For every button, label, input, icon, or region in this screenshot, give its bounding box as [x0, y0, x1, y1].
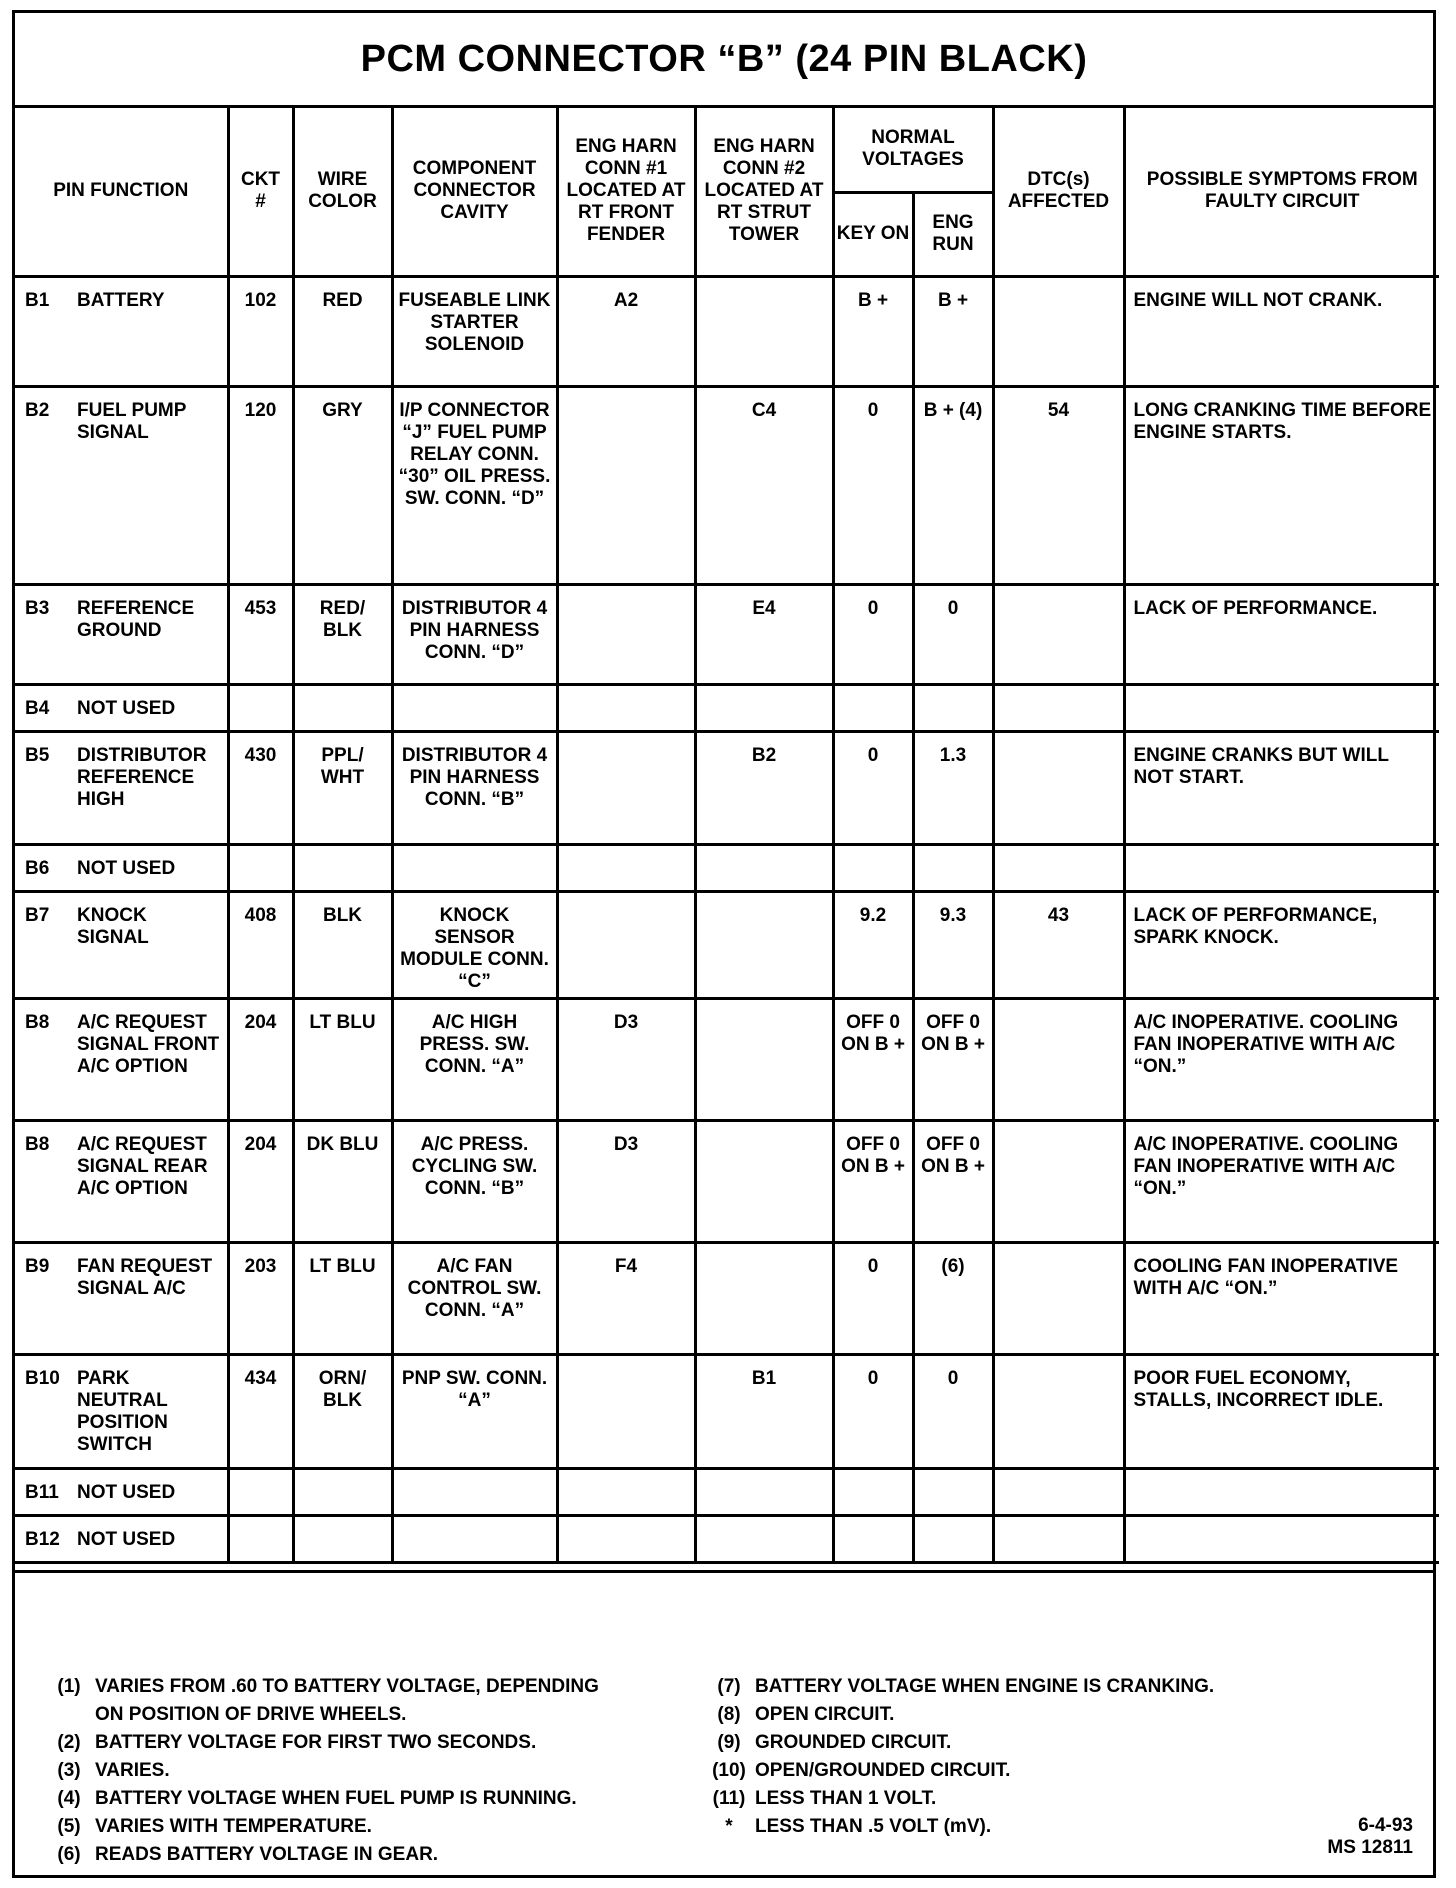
header-eng-run: ENG RUN [913, 192, 993, 276]
dtc-cell [993, 684, 1124, 731]
symptoms-cell: ENGINE WILL NOT CRANK. [1124, 276, 1439, 386]
footnote-number: (5) [57, 1816, 81, 1837]
component-cell: A/C HIGH PRESS. SW. CONN. “A” [392, 998, 557, 1120]
component-cell [392, 684, 557, 731]
footnotes-right [703, 1673, 1263, 1841]
component-cell: FUSEABLE LINK STARTER SOLENOID [392, 276, 557, 386]
eng-harn-2-cell [695, 891, 833, 998]
footnote-number: (6) [57, 1844, 81, 1865]
symptoms-cell: A/C INOPERATIVE. COOLING FAN INOPERATIVE WITH A/C “ON.” [1124, 1120, 1439, 1242]
table-row [15, 1468, 1439, 1515]
footnote-number [43, 1701, 95, 1729]
footnote-text: OPEN/GROUNDED CIRCUIT. [755, 1760, 1011, 1781]
table-row [15, 1120, 1439, 1242]
ckt-cell: 453 [228, 584, 293, 684]
key-on-cell: 0 [833, 386, 913, 584]
component-cell [392, 1468, 557, 1515]
header-key-on: KEY ON [833, 192, 913, 276]
page-title: PCM CONNECTOR “B” (24 PIN BLACK) [15, 13, 1433, 108]
dtc-cell [993, 998, 1124, 1120]
eng-harn-2-cell: C4 [695, 386, 833, 584]
ckt-cell: 430 [228, 731, 293, 844]
footnote [703, 1701, 1263, 1729]
eng-harn-1-cell [557, 386, 695, 584]
table-row [15, 1354, 1439, 1468]
table-row [15, 998, 1439, 1120]
dtc-cell [993, 844, 1124, 891]
dtc-cell [993, 1515, 1124, 1562]
wire-color-cell: RED/ BLK [293, 584, 392, 684]
pin-function-cell [15, 1515, 228, 1562]
pin-function-cell [15, 844, 228, 891]
pin-function: REFERENCE GROUND [77, 597, 195, 641]
eng-harn-2-cell [695, 844, 833, 891]
pin-rows [15, 276, 1439, 1562]
eng-harn-1-cell [557, 1515, 695, 1562]
footnote-text: BATTERY VOLTAGE WHEN FUEL PUMP IS RUNNING. [95, 1788, 577, 1809]
header-dtc: DTC(s) AFFECTED [993, 108, 1124, 276]
key-on-cell: 9.2 [833, 891, 913, 998]
key-on-cell: 0 [833, 1354, 913, 1468]
table-row [15, 844, 1439, 891]
eng-harn-2-cell [695, 684, 833, 731]
component-cell: I/P CONNECTOR “J” FUEL PUMP RELAY CONN. “30” OIL PRESS. SW. CONN. “D” [392, 386, 557, 584]
eng-harn-2-cell [695, 1515, 833, 1562]
component-cell: DISTRIBUTOR 4 PIN HARNESS CONN. “D” [392, 584, 557, 684]
table-row [15, 891, 1439, 998]
eng-run-cell: 9.3 [913, 891, 993, 998]
table-row [15, 1515, 1439, 1562]
wire-color-cell [293, 1515, 392, 1562]
header-eng-harn-1: ENG HARN CONN #1 LOCATED AT RT FRONT FENDER [557, 108, 695, 276]
connector-chart [12, 10, 1436, 1878]
eng-harn-2-cell [695, 1242, 833, 1354]
symptoms-cell: ENGINE CRANKS BUT WILL NOT START. [1124, 731, 1439, 844]
footnote-text: READS BATTERY VOLTAGE IN GEAR. [95, 1844, 439, 1865]
key-on-cell: OFF 0 ON B + [833, 998, 913, 1120]
pin-id: B4 [25, 697, 50, 719]
symptoms-cell: COOLING FAN INOPERATIVE WITH A/C “ON.” [1124, 1242, 1439, 1354]
wire-color-cell: PPL/ WHT [293, 731, 392, 844]
footnote [43, 1729, 683, 1757]
eng-harn-2-cell [695, 998, 833, 1120]
pin-function-cell [15, 1242, 228, 1354]
footnote [703, 1729, 1263, 1757]
symptoms-cell: LACK OF PERFORMANCE. [1124, 584, 1439, 684]
footnote-text: LESS THAN 1 VOLT. [755, 1788, 937, 1809]
dtc-cell [993, 731, 1124, 844]
pin-function-cell [15, 684, 228, 731]
footnote-number: (9) [717, 1732, 741, 1753]
dtc-cell [993, 1242, 1124, 1354]
eng-run-cell [913, 844, 993, 891]
key-on-cell: B + [833, 276, 913, 386]
pin-id: B8 [25, 1011, 50, 1033]
footnote-text: GROUNDED CIRCUIT. [755, 1732, 952, 1753]
ckt-cell: 203 [228, 1242, 293, 1354]
footnote [43, 1813, 683, 1841]
footnote-text: VARIES FROM .60 TO BATTERY VOLTAGE, DEPENDING [95, 1676, 599, 1697]
component-cell: PNP SW. CONN. “A” [392, 1354, 557, 1468]
pin-function: A/C REQUEST SIGNAL REAR A/C OPTION [77, 1133, 208, 1199]
wire-color-cell: LT BLU [293, 1242, 392, 1354]
footnote [43, 1701, 683, 1729]
pin-function: DISTRIBUTOR REFERENCE HIGH [77, 744, 207, 810]
wire-color-cell: RED [293, 276, 392, 386]
pin-id: B1 [25, 289, 50, 311]
footnote-text: OPEN CIRCUIT. [755, 1704, 895, 1725]
footnote-number: (11) [712, 1788, 746, 1809]
eng-harn-1-cell: F4 [557, 1242, 695, 1354]
pin-id: B3 [25, 597, 50, 619]
pin-function: FAN REQUEST SIGNAL A/C [77, 1255, 213, 1299]
wire-color-cell: ORN/ BLK [293, 1354, 392, 1468]
component-cell [392, 1515, 557, 1562]
symptoms-cell: A/C INOPERATIVE. COOLING FAN INOPERATIVE WITH A/C “ON.” [1124, 998, 1439, 1120]
pin-function: NOT USED [77, 857, 176, 879]
eng-run-cell [913, 1468, 993, 1515]
eng-harn-1-cell [557, 1468, 695, 1515]
symptoms-cell [1124, 844, 1439, 891]
footnote-number: (3) [57, 1760, 81, 1781]
footnote-text: BATTERY VOLTAGE FOR FIRST TWO SECONDS. [95, 1732, 537, 1753]
footnote [43, 1757, 683, 1785]
table-row [15, 1242, 1439, 1354]
eng-run-cell: 1.3 [913, 731, 993, 844]
footnotes-left [43, 1673, 683, 1869]
symptoms-cell [1124, 684, 1439, 731]
ckt-cell: 120 [228, 386, 293, 584]
wire-color-cell [293, 684, 392, 731]
pin-id: B5 [25, 744, 50, 766]
ckt-cell [228, 1468, 293, 1515]
footnote-text: LESS THAN .5 VOLT (mV). [755, 1816, 992, 1837]
header-ckt: CKT # [228, 108, 293, 276]
footnote-number: (2) [57, 1732, 81, 1753]
pin-function: NOT USED [77, 697, 176, 719]
pin-function: A/C REQUEST SIGNAL FRONT A/C OPTION [77, 1011, 220, 1077]
header-eng-harn-2: ENG HARN CONN #2 LOCATED AT RT STRUT TOWER [695, 108, 833, 276]
eng-run-cell [913, 684, 993, 731]
ckt-cell [228, 1515, 293, 1562]
footnote-number: (4) [57, 1788, 81, 1809]
footnote [43, 1785, 683, 1813]
footnote-number: (10) [712, 1760, 746, 1781]
header-pin-function: PIN FUNCTION [15, 108, 228, 276]
eng-harn-2-cell [695, 1120, 833, 1242]
footnote [43, 1841, 683, 1869]
pin-function-cell [15, 276, 228, 386]
footnote [703, 1673, 1263, 1701]
eng-harn-1-cell [557, 731, 695, 844]
wire-color-cell: GRY [293, 386, 392, 584]
dtc-cell [993, 1354, 1124, 1468]
pin-function-cell [15, 891, 228, 998]
footnote [703, 1785, 1263, 1813]
header-component: COMPONENT CONNECTOR CAVITY [392, 108, 557, 276]
eng-harn-1-cell [557, 584, 695, 684]
symptoms-cell: POOR FUEL ECONOMY, STALLS, INCORRECT IDLE. [1124, 1354, 1439, 1468]
dtc-cell [993, 584, 1124, 684]
pin-function: NOT USED [77, 1481, 176, 1503]
eng-harn-2-cell: B2 [695, 731, 833, 844]
eng-harn-1-cell: D3 [557, 998, 695, 1120]
footnote [43, 1673, 683, 1701]
symptoms-cell [1124, 1468, 1439, 1515]
dtc-cell [993, 1468, 1124, 1515]
component-cell: DISTRIBUTOR 4 PIN HARNESS CONN. “B” [392, 731, 557, 844]
ckt-cell: 204 [228, 998, 293, 1120]
key-on-cell [833, 844, 913, 891]
date-stamp: 6-4-93 [1358, 1815, 1413, 1836]
key-on-cell [833, 1468, 913, 1515]
footnote-number: * [725, 1816, 733, 1837]
eng-harn-1-cell [557, 1354, 695, 1468]
dtc-cell [993, 1120, 1124, 1242]
symptoms-cell [1124, 1515, 1439, 1562]
footnote-text: ON POSITION OF DRIVE WHEELS. [95, 1704, 407, 1725]
pin-id: B12 [25, 1528, 60, 1550]
footnote [703, 1813, 1263, 1841]
footnote-number: (7) [717, 1676, 741, 1697]
eng-harn-1-cell: A2 [557, 276, 695, 386]
dtc-cell: 54 [993, 386, 1124, 584]
eng-harn-2-cell [695, 1468, 833, 1515]
component-cell: A/C PRESS. CYCLING SW. CONN. “B” [392, 1120, 557, 1242]
pin-function: BATTERY [77, 289, 165, 311]
eng-harn-2-cell [695, 276, 833, 386]
key-on-cell: 0 [833, 1242, 913, 1354]
component-cell: A/C FAN CONTROL SW. CONN. “A” [392, 1242, 557, 1354]
pin-function: KNOCK SIGNAL [77, 904, 149, 948]
table-row [15, 684, 1439, 731]
symptoms-cell: LONG CRANKING TIME BEFORE ENGINE STARTS. [1124, 386, 1439, 584]
eng-harn-1-cell: D3 [557, 1120, 695, 1242]
eng-harn-1-cell [557, 844, 695, 891]
footnote-text: BATTERY VOLTAGE WHEN ENGINE IS CRANKING. [755, 1676, 1215, 1697]
pin-function-cell [15, 1468, 228, 1515]
wire-color-cell: LT BLU [293, 998, 392, 1120]
ckt-cell [228, 844, 293, 891]
eng-run-cell: 0 [913, 1354, 993, 1468]
pin-function-cell [15, 584, 228, 684]
table-row [15, 386, 1439, 584]
pin-function: FUEL PUMP SIGNAL [77, 399, 187, 443]
pin-table [15, 108, 1439, 1564]
table-row [15, 276, 1439, 386]
pin-id: B8 [25, 1133, 50, 1155]
pin-function: PARK NEUTRAL POSITION SWITCH [77, 1367, 168, 1455]
eng-run-cell: OFF 0 ON B + [913, 1120, 993, 1242]
key-on-cell: OFF 0 ON B + [833, 1120, 913, 1242]
eng-run-cell: (6) [913, 1242, 993, 1354]
wire-color-cell [293, 844, 392, 891]
eng-harn-2-cell: B1 [695, 1354, 833, 1468]
footnote-number: (8) [717, 1704, 741, 1725]
footnote-text: VARIES WITH TEMPERATURE. [95, 1816, 372, 1837]
symptoms-cell: LACK OF PERFORMANCE, SPARK KNOCK. [1124, 891, 1439, 998]
component-cell: KNOCK SENSOR MODULE CONN. “C” [392, 891, 557, 998]
wire-color-cell: BLK [293, 891, 392, 998]
pin-function-cell [15, 998, 228, 1120]
key-on-cell [833, 684, 913, 731]
wire-color-cell: DK BLU [293, 1120, 392, 1242]
ckt-cell [228, 684, 293, 731]
pin-function-cell [15, 386, 228, 584]
header-wire-color: WIRE COLOR [293, 108, 392, 276]
footnote-text: VARIES. [95, 1760, 170, 1781]
pin-id: B10 [25, 1367, 60, 1389]
pin-id: B7 [25, 904, 50, 926]
eng-run-cell [913, 1515, 993, 1562]
ckt-cell: 434 [228, 1354, 293, 1468]
eng-run-cell: B + [913, 276, 993, 386]
key-on-cell [833, 1515, 913, 1562]
wire-color-cell [293, 1468, 392, 1515]
ckt-cell: 102 [228, 276, 293, 386]
eng-run-cell: B + (4) [913, 386, 993, 584]
component-cell [392, 844, 557, 891]
table-row [15, 731, 1439, 844]
dtc-cell [993, 276, 1124, 386]
header-symptoms: POSSIBLE SYMPTOMS FROM FAULTY CIRCUIT [1124, 108, 1439, 276]
eng-harn-2-cell: E4 [695, 584, 833, 684]
key-on-cell: 0 [833, 731, 913, 844]
pin-id: B2 [25, 399, 50, 421]
pin-function-cell [15, 731, 228, 844]
ckt-cell: 204 [228, 1120, 293, 1242]
eng-run-cell: 0 [913, 584, 993, 684]
pin-id: B6 [25, 857, 50, 879]
eng-harn-1-cell [557, 684, 695, 731]
pin-function-cell [15, 1120, 228, 1242]
pin-function-cell [15, 1354, 228, 1468]
table-row [15, 584, 1439, 684]
key-on-cell: 0 [833, 584, 913, 684]
document-stamp [1327, 1815, 1413, 1859]
header-normal-voltages: NORMAL VOLTAGES [833, 108, 993, 192]
ms-number: MS 12811 [1327, 1837, 1413, 1858]
pin-id: B9 [25, 1255, 50, 1277]
pin-id: B11 [25, 1481, 59, 1503]
eng-run-cell: OFF 0 ON B + [913, 998, 993, 1120]
footnote-number: (1) [57, 1676, 81, 1697]
footnotes [15, 1570, 1433, 1875]
pin-function: NOT USED [77, 1528, 176, 1550]
dtc-cell: 43 [993, 891, 1124, 998]
eng-harn-1-cell [557, 891, 695, 998]
footnote [703, 1757, 1263, 1785]
ckt-cell: 408 [228, 891, 293, 998]
